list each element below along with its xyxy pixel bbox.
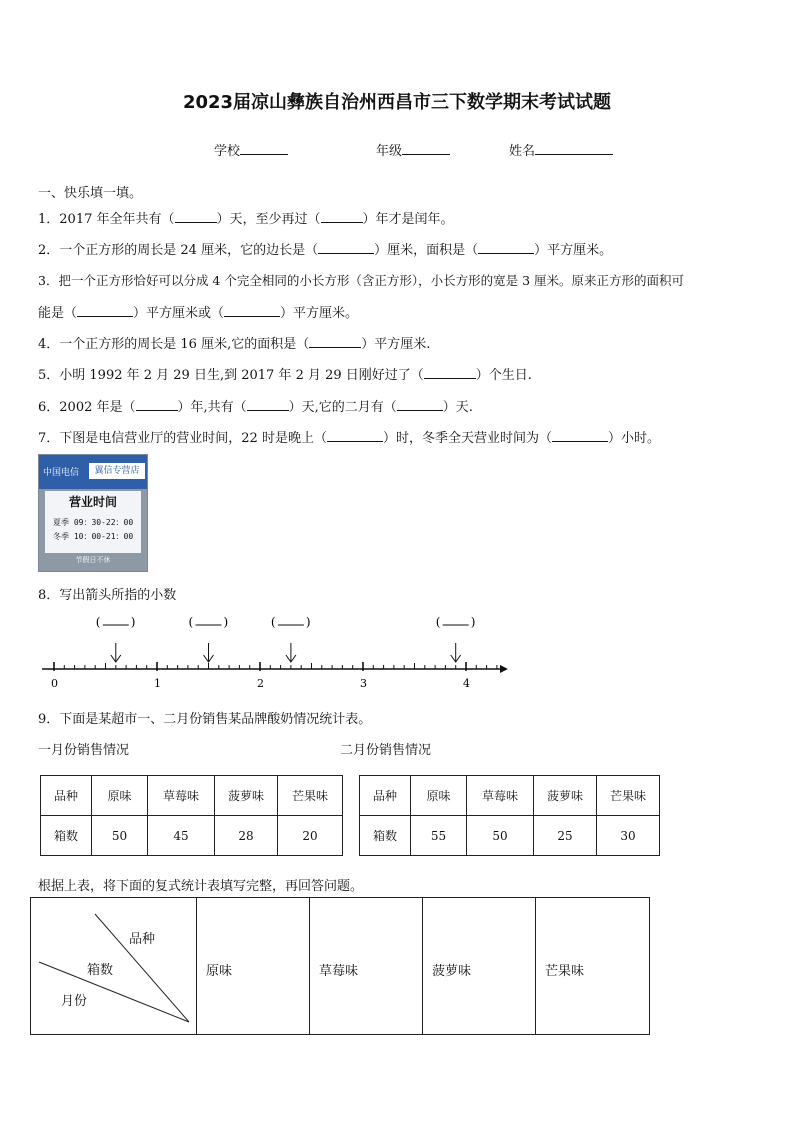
table-cell: 品种 [360,776,411,816]
question-6 [38,396,473,415]
table-cell: 20 [278,816,343,856]
sign-panel [45,491,141,553]
q6-text-c: ）天,它的二月有（ [288,400,397,415]
compound-column[interactable] [535,898,649,1034]
number-line-arrowhead [500,665,508,673]
table-cell: 55 [411,816,467,856]
q6-text-a: 6．2002 年是（ [38,400,136,415]
down-arrow-icon [204,643,214,662]
q7-text-b: ）时，冬季全天营业时间为（ [382,431,552,446]
compound-table [30,897,650,1035]
name-field[interactable] [509,140,613,159]
q3-text-b: 能是（ [38,306,78,321]
compound-column-label: 草莓味 [319,964,359,979]
compound-column-label: 原味 [206,964,233,979]
telecom-logo: 中国电信 [43,468,80,478]
table-cell: 菠萝味 [215,776,278,816]
instruction-text: 根据上表，将下面的复式统计表填写完整，再回答问题。 [38,879,364,894]
number-line-label: 2 [257,677,264,690]
compound-column[interactable] [422,898,536,1034]
q3-blank-2[interactable] [224,304,280,317]
diag-label-boxes: 箱数 [87,963,114,978]
table-cell: 箱数 [41,816,92,856]
answer-bracket[interactable]: ( [270,615,276,629]
answer-bracket[interactable]: ( [435,615,441,629]
down-arrow-icon [111,643,121,662]
sign-summer-hours: 夏季 09：30-22：00 [53,518,134,527]
q2-text-c: ）平方厘米。 [534,243,613,258]
q3-text-c: ）平方厘米或（ [133,306,225,321]
school-label: 学校 [214,144,241,159]
q5-text-b: ）个生日. [475,368,532,383]
down-arrow-icon [451,643,461,662]
grade-field[interactable] [376,140,450,159]
q7-text-c: ）小时。 [607,431,660,446]
q4-blank-1[interactable] [309,335,361,348]
answer-bracket[interactable]: ( [188,615,194,629]
number-line-label: 4 [463,677,470,690]
down-arrow-icon [286,643,296,662]
page-title: 2023届凉山彝族自治州西昌市三下数学期末考试试题 [182,92,612,113]
name-label: 姓名 [509,144,536,159]
q1-blank-2[interactable] [321,210,363,223]
diag-label-month: 月份 [61,994,88,1009]
q6-blank-1[interactable] [136,398,178,411]
sign-winter-hours: 冬季 10：00-21：00 [53,532,134,541]
q6-text-b: ）年,共有（ [177,400,247,415]
q2-blank-2[interactable] [478,241,534,254]
compound-column[interactable] [309,898,423,1034]
table-cell: 芒果味 [278,776,343,816]
school-blank[interactable] [240,142,288,155]
table-cell: 草莓味 [148,776,215,816]
compound-column-label: 菠萝味 [432,964,472,979]
feb-caption: 二月份销售情况 [340,743,432,758]
jan-caption: 一月份销售情况 [38,743,130,758]
q7-blank-2[interactable] [552,429,608,442]
sign-heading: 营业时间 [68,495,117,509]
q6-blank-3[interactable] [397,398,443,411]
table-row [360,776,660,816]
q1-blank-1[interactable] [175,210,217,223]
jan-sales-table [40,775,343,856]
question-8: 8．写出箭头所指的小数 [38,588,177,603]
school-field[interactable] [214,140,288,159]
answer-bracket[interactable]: ) [130,615,136,629]
answer-bracket[interactable]: ( [95,615,101,629]
table-cell: 28 [215,816,278,856]
table-cell: 25 [534,816,597,856]
q7-blank-1[interactable] [327,429,383,442]
answer-bracket[interactable]: ) [305,615,311,629]
q2-blank-1[interactable] [318,241,374,254]
answer-bracket[interactable]: ) [470,615,476,629]
number-line-label: 1 [154,677,161,690]
number-line [30,605,520,695]
table-cell: 芒果味 [597,776,660,816]
diag-label-variety: 品种 [129,932,156,947]
table-cell: 原味 [411,776,467,816]
compound-column-label: 芒果味 [545,964,585,979]
q3-blank-1[interactable] [77,304,133,317]
feb-sales-table [359,775,660,856]
name-blank[interactable] [535,142,613,155]
answer-bracket[interactable]: ) [223,615,229,629]
table-cell: 草莓味 [467,776,534,816]
compound-column[interactable] [196,898,310,1034]
table-row [41,776,343,816]
question-3-line-1: 3．把一个正方形恰好可以分成 4 个完全相同的小长方形（含正方形），小长方形的宽是 3 厘米。原来正方形的面积可 [38,273,685,288]
q4-text-b: ）平方厘米. [361,337,431,352]
question-4 [38,333,430,352]
table-row [41,816,343,856]
question-5 [38,364,532,383]
question-1 [38,208,454,227]
question-9: 9．下面是某超市一、二月份销售某品牌酸奶情况统计表。 [38,712,372,727]
diagonal-header-lines [31,898,197,1034]
q2-text-b: ）厘米，面积是（ [374,243,479,258]
number-line-label: 0 [51,677,58,690]
table-cell: 50 [467,816,534,856]
q1-text-a: 1．2017 年全年共有（ [38,212,175,227]
table-cell: 50 [92,816,148,856]
table-cell: 菠萝味 [534,776,597,816]
table-cell: 箱数 [360,816,411,856]
table-cell: 30 [597,816,660,856]
question-7 [38,427,660,446]
table-cell: 原味 [92,776,148,816]
q7-text-a: 7．下图是电信营业厅的营业时间，22 时是晚上（ [38,431,327,446]
q6-blank-2[interactable] [247,398,289,411]
store-name: 翼信专营店 [89,463,145,479]
question-2 [38,239,612,258]
q5-text-a: 5．小明 1992 年 2 月 29 日生,到 2017 年 2 月 29 日刚好过了（ [38,368,424,383]
table-row [360,816,660,856]
grade-blank[interactable] [402,142,450,155]
grade-label: 年级 [376,144,403,159]
q6-text-d: ）天. [442,400,473,415]
section-heading: 一、快乐填一填。 [38,186,143,201]
number-line-label: 3 [360,677,367,690]
q4-text-a: 4．一个正方形的周长是 16 厘米,它的面积是（ [38,337,310,352]
q5-blank-1[interactable] [424,366,476,379]
q1-text-b: ）天，至少再过（ [216,212,321,227]
q3-text-d: ）平方厘米。 [280,306,359,321]
business-hours-sign-photo [38,454,148,572]
q1-text-c: ）年才是闰年。 [362,212,454,227]
q2-text-a: 2．一个正方形的周长是 24 厘米，它的边长是（ [38,243,319,258]
question-3-line-2 [38,302,358,321]
sign-footer: 节假日不休 [75,556,111,564]
table-cell: 45 [148,816,215,856]
table-cell: 品种 [41,776,92,816]
